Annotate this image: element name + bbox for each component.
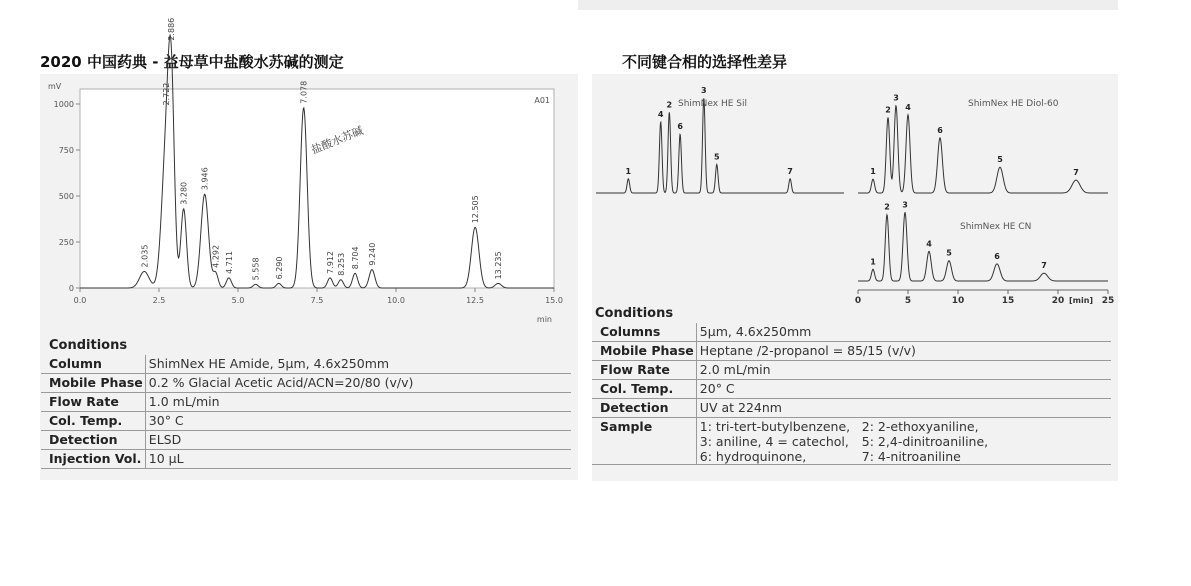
right-peak-label: 6 (677, 122, 683, 132)
right-peak-label: 5 (997, 155, 1003, 165)
right-peak-label: 5 (946, 248, 952, 258)
right-chart-heading: 不同键合相的选择性差异 (622, 53, 788, 71)
left-y-tick-label: 500 (58, 192, 74, 201)
right-conditions-table (592, 323, 1111, 465)
left-y-tick-label: 750 (58, 146, 74, 155)
top-strip (578, 0, 1118, 10)
right-trace-name: ShimNex HE Diol-60 (968, 99, 1059, 109)
left-y-tick-label: 250 (58, 238, 74, 247)
left-plot-area (80, 89, 554, 288)
sample-label: Sample (592, 418, 696, 465)
sample-value (696, 418, 1111, 465)
right-condition-row (592, 323, 1111, 342)
right-chromatograms (592, 74, 1118, 310)
sample-item: 3: aniline, 4 = catechol, (699, 434, 849, 449)
left-x-tick-label: 15.0 (545, 296, 563, 305)
left-condition-value: 30° C (145, 412, 571, 431)
right-x-tick-label: 20 (1051, 296, 1065, 306)
left-x-tick-label: 10.0 (387, 296, 405, 305)
right-panel (592, 74, 1118, 481)
right-peak-label: 7 (1073, 168, 1079, 178)
right-condition-value: 2.0 mL/min (696, 361, 1111, 380)
right-condition-value: 20° C (696, 380, 1111, 399)
right-peak-label: 2 (884, 202, 890, 212)
left-condition-row (41, 374, 571, 393)
right-condition-value: UV at 224nm (696, 399, 1111, 418)
right-peak-label: 1 (625, 166, 632, 176)
right-condition-value: 5μm, 4.6x250mm (696, 323, 1111, 342)
right-peak-label: 6 (937, 125, 943, 135)
left-x-unit: min (536, 315, 552, 324)
left-peak-label: 2.035 (140, 244, 150, 268)
right-peak-label: 6 (994, 251, 1000, 261)
right-peak-label: 3 (902, 200, 908, 210)
right-x-tick-label: 0 (854, 296, 862, 306)
right-trace-line (596, 98, 844, 193)
right-peak-label: 4 (657, 109, 664, 119)
right-condition-row (592, 361, 1111, 380)
right-peak-label: 3 (893, 93, 899, 103)
right-condition-value: Heptane /2-propanol = 85/15 (v/v) (696, 342, 1111, 361)
left-x-tick-label: 7.5 (310, 296, 324, 305)
left-peak-label: 6.290 (274, 256, 284, 280)
right-peak-label: 3 (701, 86, 707, 95)
left-x-tick-label: 0.0 (73, 296, 87, 305)
left-condition-label: Injection Vol. (41, 450, 145, 469)
sample-item: 2: 2-ethoxyaniline, (861, 419, 979, 434)
sample-item: 6: hydroquinone, (699, 449, 807, 464)
left-annotation: 盐酸水苏碱 (309, 124, 366, 157)
right-peak-label: 4 (905, 102, 911, 112)
left-conditions-title: Conditions (49, 338, 128, 353)
right-condition-row (592, 418, 1111, 465)
right-condition-label: Detection (592, 399, 696, 418)
right-peak-label: 7 (1041, 261, 1047, 271)
sample-item: 1: tri-tert-butylbenzene, (699, 419, 851, 434)
left-condition-value: ShimNex HE Amide, 5μm, 4.6x250mm (145, 355, 571, 374)
left-x-tick-label: 12.5 (466, 296, 484, 305)
left-condition-label: Col. Temp. (41, 412, 145, 431)
left-condition-value: 0.2 % Glacial Acetic Acid/ACN=20/80 (v/v) (145, 374, 571, 393)
left-peak-label: 5.558 (251, 257, 261, 281)
right-trace-name: ShimNex HE Sil (678, 99, 748, 109)
right-x-tick-label: 15 (1001, 296, 1015, 306)
left-x-tick-label: 5.0 (231, 296, 245, 305)
left-y-tick-label: 0 (68, 284, 74, 293)
left-y-tick-label: 1000 (53, 100, 74, 109)
right-trace-name: ShimNex HE CN (960, 222, 1032, 232)
left-peak-label: 13.235 (494, 251, 504, 280)
right-peak-label: 4 (926, 239, 932, 249)
left-peak-label: 12.505 (471, 195, 481, 224)
left-condition-label: Mobile Phase (41, 374, 145, 393)
left-condition-row (41, 393, 571, 412)
right-peak-label: 2 (885, 105, 891, 115)
left-peak-label: 4.292 (211, 244, 221, 268)
left-condition-row (41, 431, 571, 450)
left-peak-label: 2.722 (162, 82, 172, 106)
left-peak-label: 7.912 (326, 250, 336, 274)
right-peak-label: 1 (870, 257, 876, 267)
sample-item: 5: 2,4-dinitroaniline, (861, 434, 989, 449)
right-x-unit: [min] (1068, 296, 1094, 305)
right-peak-label: 1 (870, 167, 876, 177)
right-x-tick-label: 10 (951, 296, 965, 306)
right-conditions-title: Conditions (595, 306, 674, 321)
right-condition-row (592, 342, 1111, 361)
right-condition-label: Columns (592, 323, 696, 342)
left-x-tick-label: 2.5 (152, 296, 166, 305)
left-condition-row (41, 355, 571, 374)
left-peak-label: 7.078 (299, 80, 309, 104)
left-condition-label: Flow Rate (41, 393, 145, 412)
right-condition-label: Flow Rate (592, 361, 696, 380)
right-x-tick-label: 5 (904, 296, 912, 306)
left-condition-row (41, 450, 571, 469)
left-conditions-table (41, 355, 571, 469)
left-y-unit: mV (48, 82, 62, 91)
left-trace-label: A01 (534, 96, 550, 105)
left-condition-value: 10 μL (145, 450, 571, 469)
left-peak-label: 9.240 (367, 242, 377, 266)
left-peak-label: 4.711 (224, 250, 234, 274)
left-chart-heading: 2020 中国药典 - 益母草中盐酸水苏碱的测定 (40, 53, 344, 71)
left-condition-value: 1.0 mL/min (145, 393, 571, 412)
right-condition-label: Mobile Phase (592, 342, 696, 361)
left-peak-label: 3.946 (200, 167, 210, 191)
sample-item: 7: 4-nitroaniline (861, 449, 961, 464)
left-peak-label: 8.704 (351, 246, 361, 270)
right-x-tick-label: 25 (1101, 296, 1115, 306)
left-condition-value: ELSD (145, 431, 571, 450)
left-peak-label: 3.280 (179, 181, 189, 205)
right-condition-row (592, 380, 1111, 399)
right-peak-label: 5 (713, 152, 720, 162)
left-peak-label: 2.886 (167, 17, 177, 41)
right-condition-row (592, 399, 1111, 418)
right-peak-label: 7 (787, 166, 793, 176)
right-condition-label: Col. Temp. (592, 380, 696, 399)
left-condition-row (41, 412, 571, 431)
left-condition-label: Detection (41, 431, 145, 450)
right-peak-label: 2 (666, 100, 673, 110)
right-trace-line (858, 106, 1108, 193)
left-condition-label: Column (41, 355, 145, 374)
left-peak-label: 8.253 (336, 252, 346, 276)
